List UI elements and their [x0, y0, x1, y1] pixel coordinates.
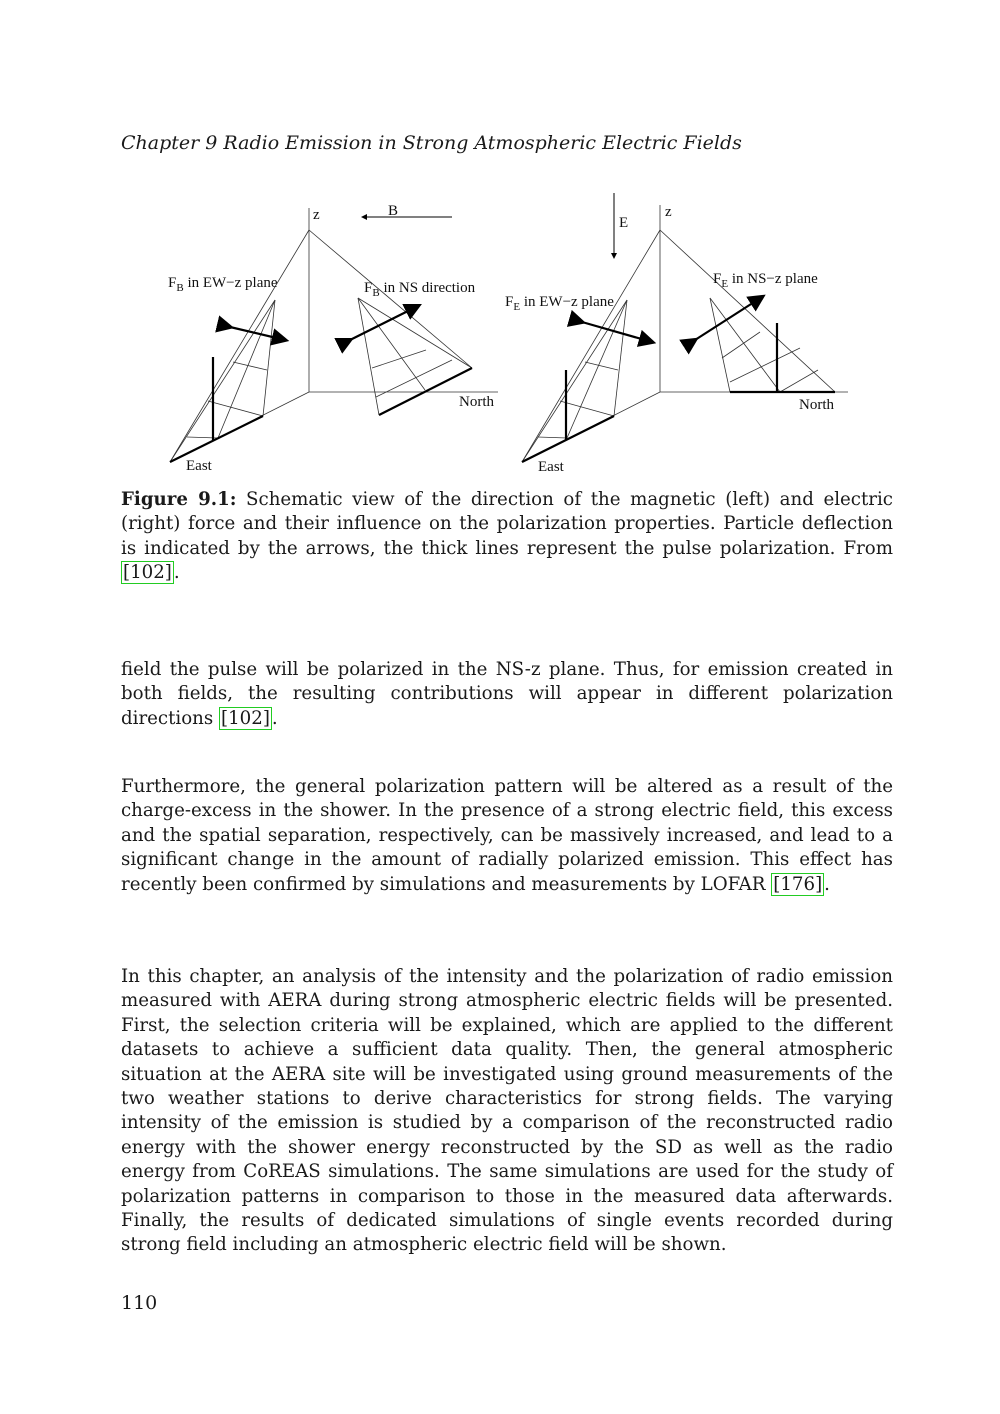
- paragraph-2: Furthermore, the general polarization pattern will be altered as a result of the charge-excess in the shower. In the presence of a strong electric field, this excess and the spatial separation, respectively, can be massively increased, and lead to a significant change in the amount of radially polarized emission. This effect has recently been confirmed by simulations and measurements by LOFAR [176] .: [121, 776, 893, 895]
- running-header: Chapter 9 Radio Emission in Strong Atmospheric Electric Fields: [121, 132, 742, 154]
- left-ew-label: $F_B$ in EW−z plane: [168, 275, 278, 294]
- left-panel: [170, 208, 498, 462]
- paragraph-1: field the pulse will be polarized in the NS-z plane. Thus, for emission created in both fields, the resulting contributions will appear in different polarization directions [102] .: [121, 659, 893, 729]
- right-ew-label: $F_E$ in EW−z plane: [505, 294, 614, 313]
- left-field-label: B: [388, 203, 399, 219]
- caption-label: Figure 9.1:: [121, 489, 237, 510]
- right-axis-z: z: [665, 204, 672, 220]
- figure-9-1: [150, 190, 870, 480]
- right-field-label: E: [619, 215, 629, 231]
- figure-caption: Figure 9.1: Schematic view of the direction of the magnetic (left) and electric (right) force and their influence on the polarization properties. Particle deflection is indicated by the arrows, the thick lines represent the pulse polarization. From [102] .: [121, 489, 893, 584]
- right-east-label: East: [538, 459, 564, 475]
- right-panel: [522, 205, 848, 462]
- right-north-label: North: [799, 397, 834, 413]
- page-number: 110: [121, 1292, 158, 1314]
- caption-text: Schematic view of the direction of the magnetic (left) and electric (right) force and their influence on the polarization properties. Particle deflection is indicated by the arrows, the thick lines represent the pulse polarization. From: [121, 489, 893, 559]
- left-east-label: East: [186, 458, 212, 474]
- left-north-label: North: [459, 394, 494, 410]
- left-ns-label: $F_B$ in NS direction: [364, 280, 476, 299]
- polarization-schematic: [150, 190, 870, 480]
- citation-link[interactable]: [102]: [123, 562, 172, 584]
- right-ns-label: $F_E$ in NS−z plane: [713, 271, 818, 290]
- left-axis-z: z: [313, 207, 320, 223]
- citation-link[interactable]: [102]: [221, 707, 270, 729]
- paragraph-3: In this chapter, an analysis of the intensity and the polarization of radio emission measured with AERA during strong atmospheric electric fields will be presented. First, the selection criteria will be explained, which are applied to the different datasets to achieve a sufficient data quality. Then, the general atmospheric situation at the AERA site will be investigated using ground measurements of the two weather stations to derive characteristics for strong fields. The varying intensity of the emission is studied by a comparison of the reconstructed radio energy with the shower energy reconstructed by the SD as well as the radio energy from CoREAS simulations. The same simulations are used for the study of polarization patterns in comparison to those in the measured data afterwards. Finally, the results of dedicated simulations of single events recorded during strong field including an atmospheric electric field will be shown.: [121, 966, 893, 1256]
- citation-link[interactable]: [176]: [773, 873, 823, 895]
